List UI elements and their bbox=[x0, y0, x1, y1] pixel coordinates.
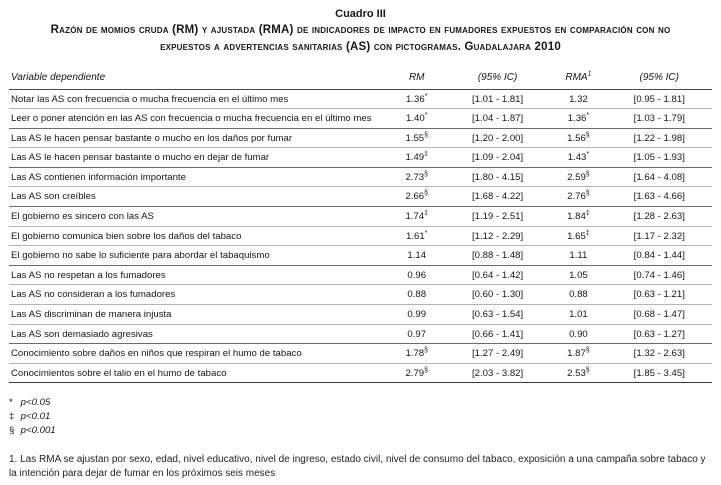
cell-rm-ci: [1.01 - 1.81] bbox=[445, 89, 550, 109]
header-variable: Variable dependiente bbox=[9, 70, 389, 90]
cell-rma: 1.65‡ bbox=[550, 226, 606, 246]
header-row bbox=[9, 70, 712, 90]
table-row bbox=[9, 305, 712, 325]
significance-mark: § bbox=[424, 190, 429, 198]
significance-mark: § bbox=[585, 366, 590, 374]
cell-rm-ci: [0.88 - 1.48] bbox=[445, 246, 550, 266]
table-row bbox=[9, 246, 712, 266]
significance-mark: § bbox=[585, 347, 590, 355]
cell-variable: Las AS no consideran a los fumadores bbox=[9, 285, 389, 305]
cell-rm-ci: [0.63 - 1.54] bbox=[445, 305, 550, 325]
significance-mark: ‡ bbox=[424, 209, 429, 217]
table-row bbox=[9, 226, 712, 246]
cell-rma: 1.05 bbox=[550, 265, 606, 285]
cell-rma-ci: [1.32 - 2.63] bbox=[607, 344, 712, 364]
cell-variable: Conocimiento sobre daños en niños que respiran el humo de tabaco bbox=[9, 344, 389, 364]
cell-rma: 1.43* bbox=[550, 148, 606, 168]
table-row bbox=[9, 148, 712, 168]
footnote-mark: § bbox=[9, 425, 15, 437]
header-rma bbox=[550, 70, 606, 90]
table-body bbox=[9, 89, 712, 383]
cell-rm-ci: [0.60 - 1.30] bbox=[445, 285, 550, 305]
cell-rm: 1.14 bbox=[389, 246, 445, 266]
cell-rma: 1.32 bbox=[550, 89, 606, 109]
header-rm-ci: (95% IC) bbox=[445, 70, 550, 90]
significance-mark: § bbox=[585, 170, 590, 178]
cell-rma: 1.87§ bbox=[550, 344, 606, 364]
significance-mark: * bbox=[586, 111, 590, 119]
cell-rma: 2.53§ bbox=[550, 363, 606, 383]
adjustment-note: 1. Las RMA se ajustan por sexo, edad, nivel educativo, nivel de ingreso, estado civil, nivel de consumo del tabaco, exposición a una campaña sobre tabaco y la intención para dejar de fumar en los próximos seis meses bbox=[9, 454, 706, 480]
cell-rm: 2.73§ bbox=[389, 167, 445, 187]
cell-rma: 1.84‡ bbox=[550, 207, 606, 227]
cell-rma-ci: [1.03 - 1.79] bbox=[607, 109, 712, 129]
cell-rm: 2.79§ bbox=[389, 363, 445, 383]
significance-mark: * bbox=[586, 151, 590, 159]
cell-rma: 1.11 bbox=[550, 246, 606, 266]
cell-variable: Las AS no respetan a los fumadores bbox=[9, 265, 389, 285]
cell-rm-ci: [1.20 - 2.00] bbox=[445, 128, 550, 148]
significance-mark: * bbox=[424, 111, 428, 119]
footnote-text: p<0.001 bbox=[20, 425, 56, 437]
cell-variable: Las AS discriminan de manera injusta bbox=[9, 305, 389, 325]
cell-rm-ci: [1.19 - 2.51] bbox=[445, 207, 550, 227]
footnote-line bbox=[9, 424, 712, 438]
table-row bbox=[9, 324, 712, 344]
results-table bbox=[9, 70, 712, 384]
table-row bbox=[9, 109, 712, 129]
cell-rma-ci: [1.17 - 2.32] bbox=[607, 226, 712, 246]
cell-variable: Notar las AS con frecuencia o mucha frecuencia en el último mes bbox=[9, 89, 389, 109]
cell-variable: El gobierno es sincero con las AS bbox=[9, 207, 389, 227]
cell-rm-ci: [1.04 - 1.87] bbox=[445, 109, 550, 129]
table-caption: Razón de momios cruda (RM) y ajustada (RMA) de indicadores de impacto en fumadores expuestos en comparación con no expuestos a advertencias sanitarias (AS) con pictogramas. Guadalajara 2010 bbox=[50, 24, 671, 54]
significance-mark: ‡ bbox=[585, 209, 590, 217]
significance-mark: * bbox=[424, 229, 428, 237]
cell-rm-ci: [2.03 - 3.82] bbox=[445, 363, 550, 383]
cell-rma-ci: [0.95 - 1.81] bbox=[607, 89, 712, 109]
cell-rm: 1.61* bbox=[389, 226, 445, 246]
cell-rm: 1.78§ bbox=[389, 344, 445, 364]
cell-rm-ci: [0.64 - 1.42] bbox=[445, 265, 550, 285]
cell-variable: Las AS son demasiado agresivas bbox=[9, 324, 389, 344]
cell-rm-ci: [1.68 - 4.22] bbox=[445, 187, 550, 207]
cell-rm: 1.74‡ bbox=[389, 207, 445, 227]
table-row bbox=[9, 128, 712, 148]
cell-variable: Las AS contienen información importante bbox=[9, 167, 389, 187]
footnote-text: p<0.01 bbox=[20, 411, 51, 423]
cell-rma-ci: [1.85 - 3.45] bbox=[607, 363, 712, 383]
table-row bbox=[9, 285, 712, 305]
significance-mark: § bbox=[424, 131, 429, 139]
footnote-mark: * bbox=[9, 397, 13, 409]
cell-rma-ci: [1.63 - 4.66] bbox=[607, 187, 712, 207]
cell-rm-ci: [1.09 - 2.04] bbox=[445, 148, 550, 168]
header-rma-label: RMA bbox=[565, 71, 588, 83]
significance-footnotes bbox=[9, 396, 712, 438]
significance-mark: ‡ bbox=[424, 151, 429, 159]
cell-rma: 1.56§ bbox=[550, 128, 606, 148]
cell-rm: 1.40* bbox=[389, 109, 445, 129]
footnote-mark: ‡ bbox=[9, 411, 15, 423]
cell-variable: Conocimientos sobre el talio en el humo de tabaco bbox=[9, 363, 389, 383]
rma-footnote-superscript: 1 bbox=[587, 70, 592, 78]
cell-variable: Las AS le hacen pensar bastante o mucho en dejar de fumar bbox=[9, 148, 389, 168]
cell-variable: Las AS son creíbles bbox=[9, 187, 389, 207]
cell-rm: 0.88 bbox=[389, 285, 445, 305]
cell-rma: 0.88 bbox=[550, 285, 606, 305]
cell-rm-ci: [1.12 - 2.29] bbox=[445, 226, 550, 246]
cell-rma: 1.01 bbox=[550, 305, 606, 325]
cell-variable: Leer o poner atención en las AS con frecuencia o mucha frecuencia en el último mes bbox=[9, 109, 389, 129]
cell-rma: 0.90 bbox=[550, 324, 606, 344]
significance-mark: § bbox=[585, 190, 590, 198]
cell-rma: 1.36* bbox=[550, 109, 606, 129]
table-row bbox=[9, 207, 712, 227]
cell-rm: 0.96 bbox=[389, 265, 445, 285]
cell-rma-ci: [0.74 - 1.46] bbox=[607, 265, 712, 285]
cell-rm-ci: [1.27 - 2.49] bbox=[445, 344, 550, 364]
cell-rm: 0.99 bbox=[389, 305, 445, 325]
cell-rm: 1.49‡ bbox=[389, 148, 445, 168]
significance-mark: § bbox=[424, 366, 429, 374]
table-row bbox=[9, 187, 712, 207]
cell-rm-ci: [0.66 - 1.41] bbox=[445, 324, 550, 344]
cell-rm-ci: [1.80 - 4.15] bbox=[445, 167, 550, 187]
header-rm: RM bbox=[389, 70, 445, 90]
significance-mark: * bbox=[424, 92, 428, 100]
table-row bbox=[9, 363, 712, 383]
significance-mark: § bbox=[424, 347, 429, 355]
table-row bbox=[9, 89, 712, 109]
significance-mark: § bbox=[424, 170, 429, 178]
cell-variable: Las AS le hacen pensar bastante o mucho en los daños por fumar bbox=[9, 128, 389, 148]
footnote-line bbox=[9, 396, 712, 410]
table-row bbox=[9, 265, 712, 285]
cell-rm: 2.66§ bbox=[389, 187, 445, 207]
cell-rma-ci: [0.63 - 1.27] bbox=[607, 324, 712, 344]
cell-rma-ci: [1.22 - 1.98] bbox=[607, 128, 712, 148]
cell-rma-ci: [1.64 - 4.08] bbox=[607, 167, 712, 187]
table-row bbox=[9, 344, 712, 364]
significance-mark: § bbox=[585, 131, 590, 139]
cell-rm: 1.36* bbox=[389, 89, 445, 109]
cell-rma-ci: [0.84 - 1.44] bbox=[607, 246, 712, 266]
header-rma-ci: (95% IC) bbox=[607, 70, 712, 90]
cell-rma-ci: [1.05 - 1.93] bbox=[607, 148, 712, 168]
cell-rma-ci: [1.28 - 2.63] bbox=[607, 207, 712, 227]
cell-variable: El gobierno no sabe lo suficiente para abordar el tabaquismo bbox=[9, 246, 389, 266]
footnote-line bbox=[9, 410, 712, 424]
cell-variable: El gobierno comunica bien sobre los daños del tabaco bbox=[9, 226, 389, 246]
footnote-text: p<0.05 bbox=[20, 397, 51, 409]
table-number: Cuadro III bbox=[335, 8, 386, 20]
cell-rma-ci: [0.63 - 1.21] bbox=[607, 285, 712, 305]
cell-rma-ci: [0.68 - 1.47] bbox=[607, 305, 712, 325]
cell-rma: 2.59§ bbox=[550, 167, 606, 187]
significance-mark: ‡ bbox=[585, 229, 590, 237]
cell-rm: 0.97 bbox=[389, 324, 445, 344]
cell-rma: 2.76§ bbox=[550, 187, 606, 207]
cell-rm: 1.55§ bbox=[389, 128, 445, 148]
table-row bbox=[9, 167, 712, 187]
